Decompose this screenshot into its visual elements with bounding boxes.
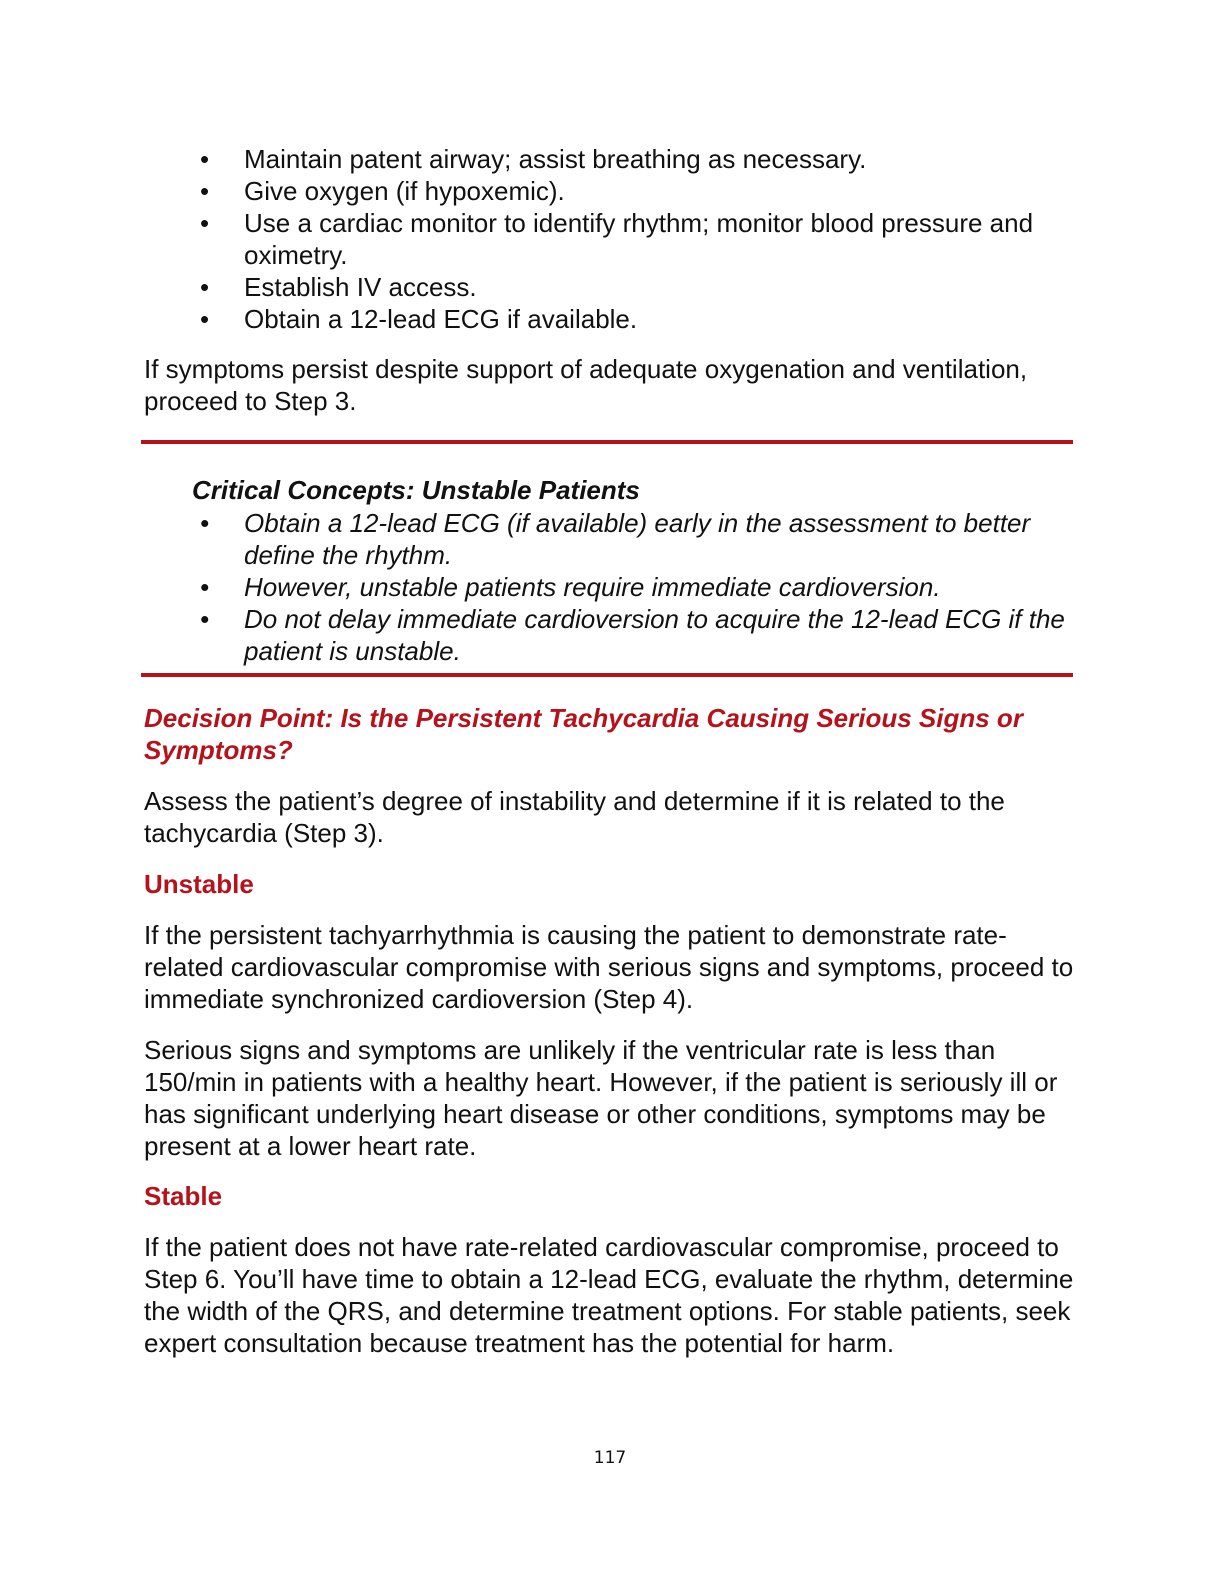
list-item (144, 175, 1064, 207)
bullet-icon: • (200, 144, 210, 174)
list-item (144, 143, 1064, 175)
list-item-text: Maintain patent airway; assist breathing as necessary. (244, 144, 867, 174)
critical-concepts-title: Critical Concepts: Unstable Patients (192, 475, 640, 505)
unstable-heading: Unstable (144, 869, 254, 899)
list-item (144, 303, 1064, 335)
callout-top-divider (141, 440, 1073, 444)
list-item-text: Obtain a 12-lead ECG if available. (244, 304, 638, 334)
list-item (144, 571, 1074, 603)
bullet-icon: • (200, 304, 210, 334)
bullet-icon: • (200, 272, 210, 302)
list-item-text: However, unstable patients require immediate cardioversion. (244, 572, 941, 602)
stable-heading: Stable (144, 1181, 223, 1211)
bullet-icon: • (200, 176, 210, 206)
list-item (144, 207, 1064, 271)
page-number: 117 (593, 1448, 627, 1468)
list-item-text: Obtain a 12-lead ECG (if available) early in the assessment to better define the rhythm. (244, 508, 1031, 570)
callout-bottom-divider (141, 673, 1073, 677)
unstable-paragraph: Serious signs and symptoms are unlikely if the ventricular rate is less than 150/min in patients with a healthy heart. However, if the patient is seriously ill or has significant underlying heart disease or other conditions, symptoms may be present at a lower heart rate. (144, 1035, 1058, 1161)
critical-concepts-list (144, 507, 1074, 667)
list-item-text: Establish IV access. (244, 272, 477, 302)
decision-point-heading: Decision Point: Is the Persistent Tachycardia Causing Serious Signs or Symptoms? (144, 703, 1023, 765)
list-item (144, 603, 1074, 667)
bullet-icon: • (200, 508, 210, 538)
list-item (144, 507, 1074, 571)
stable-paragraph: If the patient does not have rate-related cardiovascular compromise, proceed to Step 6. You’ll have time to obtain a 12-lead ECG, evaluate the rhythm, determine the width of the QRS, and determine treatment options. For stable patients, seek expert consultation because treatment has the potential for harm. (144, 1232, 1074, 1358)
list-item-text: Give oxygen (if hypoxemic). (244, 176, 565, 206)
bullet-icon: • (200, 604, 210, 634)
bullet-icon: • (200, 208, 210, 238)
unstable-paragraph: If the persistent tachyarrhythmia is causing the patient to demonstrate rate-related cardiovascular compromise with serious signs and symptoms, proceed to immediate synchronized cardioversion (Step 4). (144, 920, 1074, 1014)
decision-point-intro: Assess the patient’s degree of instability and determine if it is related to the tachycardia (Step 3). (144, 786, 1005, 848)
step3-paragraph: If symptoms persist despite support of adequate oxygenation and ventilation, proceed to Step 3. (144, 354, 1028, 416)
list-item (144, 271, 1064, 303)
list-item-text: Use a cardiac monitor to identify rhythm; monitor blood pressure and oximetry. (244, 208, 1034, 270)
intervention-bullet-list (144, 143, 1064, 335)
bullet-icon: • (200, 572, 210, 602)
list-item-text: Do not delay immediate cardioversion to acquire the 12-lead ECG if the patient is unstable. (244, 604, 1065, 666)
